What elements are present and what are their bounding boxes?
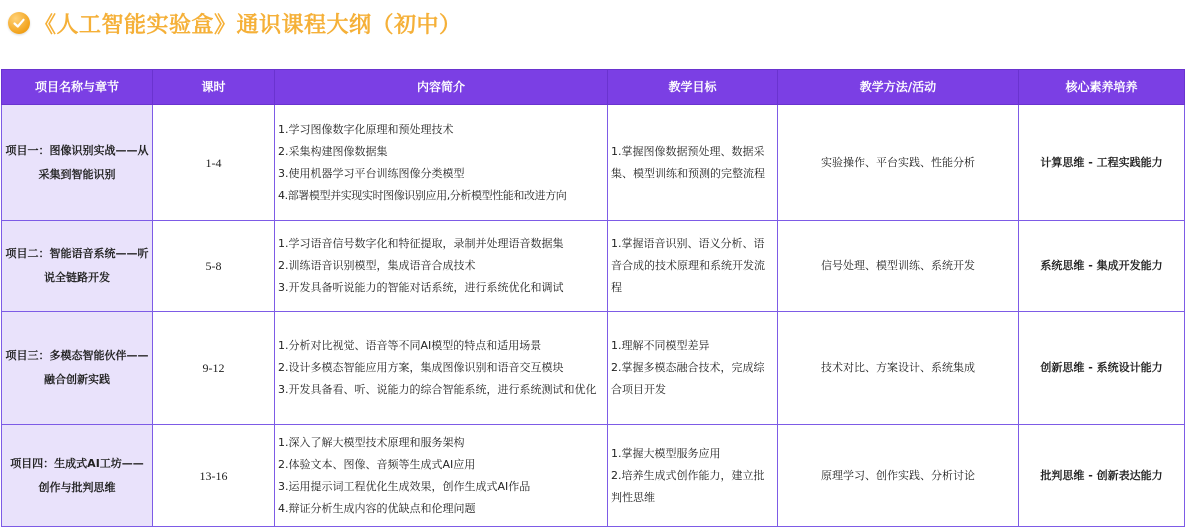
- teaching-goals: [608, 425, 778, 527]
- table-header-row: [2, 70, 1185, 105]
- core-literacy: 批判思维 - 创新表达能力: [1019, 425, 1185, 527]
- content-summary: [275, 105, 608, 221]
- teaching-method: 信号处理、模型训练、系统开发: [778, 221, 1019, 312]
- syllabus-table: [1, 69, 1185, 527]
- teaching-method: 技术对比、方案设计、系统集成: [778, 312, 1019, 425]
- teaching-goals: [608, 105, 778, 221]
- goal-line: 2.培养生成式创作能力，建立批判性思维: [611, 468, 765, 504]
- class-hours: 1-4: [153, 105, 275, 221]
- goal-line: 1.理解不同模型差异: [611, 339, 710, 352]
- class-hours: 13-16: [153, 425, 275, 527]
- content-line: 4.部署模型并实现实时图像识别应用,分析模型性能和改进方向: [278, 188, 567, 202]
- content-line: 3.开发具备听说能力的智能对话系统，进行系统优化和调试: [278, 281, 564, 294]
- checkmark-icon: [12, 16, 26, 30]
- project-name: 项目四：生成式AI工坊——创作与批判思维: [2, 425, 153, 527]
- core-literacy: 系统思维 - 集成开发能力: [1019, 221, 1185, 312]
- column-header-goals: 教学目标: [608, 70, 778, 105]
- core-literacy: 创新思维 - 系统设计能力: [1019, 312, 1185, 425]
- check-badge-icon: [8, 12, 30, 34]
- table-row: [2, 425, 1185, 527]
- content-line: 2.采集构建图像数据集: [278, 144, 388, 158]
- class-hours: 9-12: [153, 312, 275, 425]
- goal-line: 1.掌握语音识别、语义分析、语音合成的技术原理和系统开发流程: [611, 237, 765, 294]
- content-line: 2.训练语音识别模型，集成语音合成技术: [278, 259, 476, 272]
- content-summary: [275, 425, 608, 527]
- goal-line: 1.掌握大模型服务应用: [611, 446, 721, 460]
- column-header-content: 内容简介: [275, 70, 608, 105]
- project-name: 项目二：智能语音系统——听说全链路开发: [2, 221, 153, 312]
- column-header-hours: 课时: [153, 70, 275, 105]
- class-hours: 5-8: [153, 221, 275, 312]
- core-literacy: 计算思维 - 工程实践能力: [1019, 105, 1185, 221]
- table-row: [2, 312, 1185, 425]
- table-row: [2, 221, 1185, 312]
- content-line: 3.运用提示词工程优化生成效果，创作生成式AI作品: [278, 479, 531, 493]
- teaching-method: 原理学习、创作实践、分析讨论: [778, 425, 1019, 527]
- content-summary: [275, 312, 608, 425]
- goal-line: 2.掌握多模态融合技术，完成综合项目开发: [611, 361, 765, 396]
- project-name: 项目三：多模态智能伙伴——融合创新实践: [2, 312, 153, 425]
- goal-line: 1.掌握图像数据预处理、数据采集、模型训练和预测的完整流程: [611, 144, 765, 180]
- content-line: 2.设计多模态智能应用方案，集成图像识别和语音交互模块: [278, 361, 564, 374]
- page-title: 《人工智能实验盒》通识课程大纲（初中）: [34, 12, 462, 38]
- content-line: 1.分析对比视觉、语音等不同AI模型的特点和适用场景: [278, 339, 542, 352]
- teaching-goals: [608, 312, 778, 425]
- content-line: 1.深入了解大模型技术原理和服务架构: [278, 435, 465, 449]
- column-header-literacy: 核心素养培养: [1019, 70, 1185, 105]
- title-bar: [8, 8, 462, 38]
- content-line: 4.辩证分析生成内容的优缺点和伦理问题: [278, 501, 476, 515]
- teaching-method: 实验操作、平台实践、性能分析: [778, 105, 1019, 221]
- project-name: 项目一：图像识别实战——从采集到智能识别: [2, 105, 153, 221]
- content-summary: [275, 221, 608, 312]
- content-line: 2.体验文本、图像、音频等生成式AI应用: [278, 457, 476, 471]
- column-header-project: 项目名称与章节: [2, 70, 153, 105]
- table-row: [2, 105, 1185, 221]
- content-line: 1.学习图像数字化原理和预处理技术: [278, 122, 454, 136]
- content-line: 3.开发具备看、听、说能力的综合智能系统，进行系统测试和优化: [278, 383, 597, 396]
- teaching-goals: [608, 221, 778, 312]
- content-line: 3.使用机器学习平台训练图像分类模型: [278, 166, 465, 180]
- content-line: 1.学习语音信号数字化和特征提取，录制并处理语音数据集: [278, 237, 564, 250]
- column-header-method: 教学方法/活动: [778, 70, 1019, 105]
